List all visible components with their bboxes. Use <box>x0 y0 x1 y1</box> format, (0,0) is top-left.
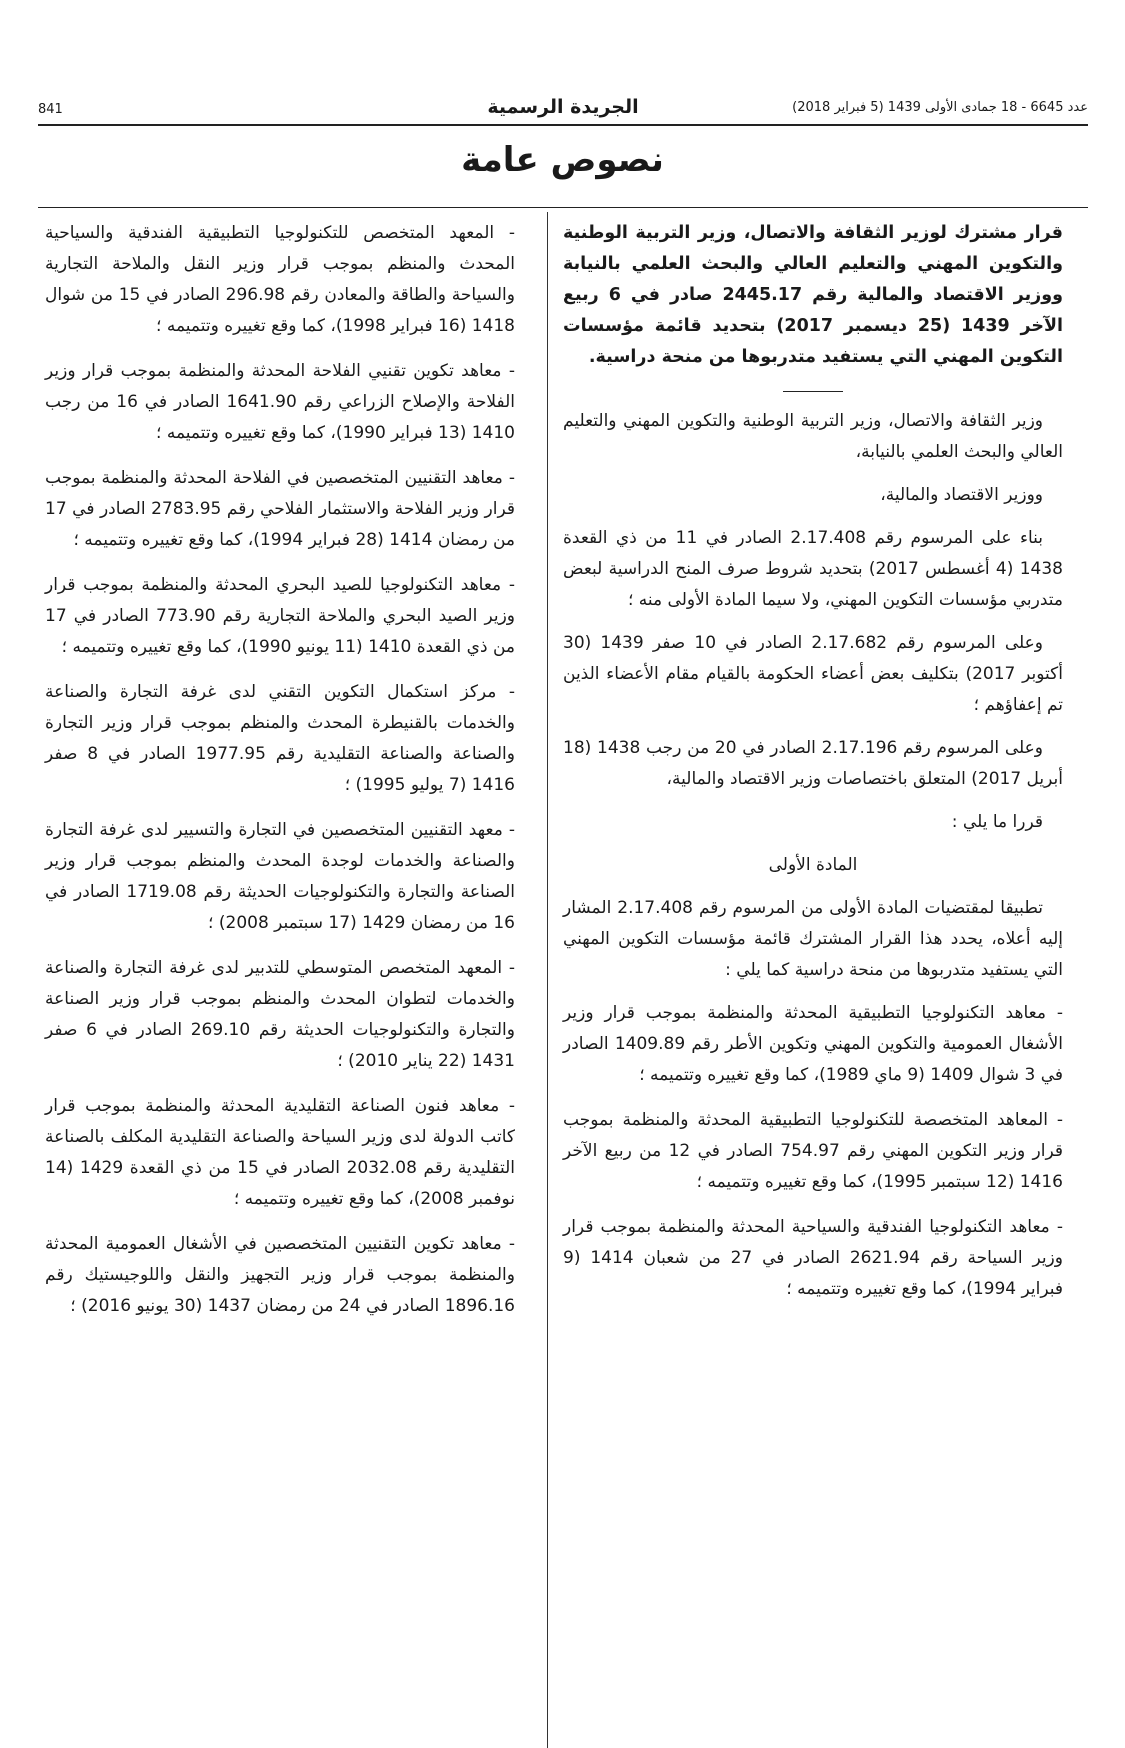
title-rule <box>38 207 1088 208</box>
issue-info: عدد 6645 - 18 جمادى الأولى 1439 (5 فبراير 2018) <box>792 100 1088 115</box>
decided-heading: قررا ما يلي : <box>951 812 1043 832</box>
list-item: - معاهد التكنولوجيا للصيد البحري المحدثة والمنظمة بموجب قرار وزير الصيد البحري والملاحة التجارية رقم 773.90 الصادر في 17 من ذي القعدة 1410 (11 يونيو 1990)، كما وقع تغييره وتتميمه ؛ <box>45 575 515 657</box>
decision-title: قرار مشترك لوزير الثقافة والاتصال، وزير التربية الوطنية والتكوين المهني والتعليم العالي والبحث العلمي بالنيابة ووزير الاقتصاد والمالية رقم 2445.17 صادر في 6 ربيع الآخر 1439 (25 ديسمبر 2017) بتحديد قائمة مؤسسات التكوين المهني التي يستفيد متدربوها من منحة دراسية. <box>563 223 1064 367</box>
article-title: المادة الأولى <box>768 855 858 875</box>
addressee-ministers: وزير الثقافة والاتصال، وزير التربية الوطنية والتكوين المهني والتعليم العالي والبحث العلمي بالنيابة، <box>563 411 1063 462</box>
recital: وعلى المرسوم رقم 2.17.196 الصادر في 20 من رجب 1438 (18 أبريل 2017) المتعلق باختصاصات وزير الاقتصاد والمالية، <box>563 738 1063 789</box>
list-item: - معاهد التقنيين المتخصصين في الفلاحة المحدثة والمنظمة بموجب قرار وزير الفلاحة والاستثمار الفلاحي رقم 2783.95 الصادر في 17 من رمضان 1414 (28 فبراير 1994)، كما وقع تغييره وتتميمه ؛ <box>45 468 515 550</box>
addressee-finance: ووزير الاقتصاد والمالية، <box>880 485 1043 505</box>
column-divider <box>547 212 548 1748</box>
list-item: - المعاهد المتخصصة للتكنولوجيا التطبيقية المحدثة والمنظمة بموجب قرار وزير التكوين المهني رقم 754.97 الصادر في 12 من ربيع الآخر 1416 (12 سبتمبر 1995)، كما وقع تغييره وتتميمه ؛ <box>563 1110 1063 1192</box>
list-item: - معاهد فنون الصناعة التقليدية المحدثة والمنظمة بموجب قرار كاتب الدولة لدى وزير السياحة والصناعة التقليدية المكلف بالصناعة التقليدية رقم 2032.08 الصادر في 15 من ذي القعدة 1429 (14 نوفمبر 2008)، كما وقع تغييره وتتميمه ؛ <box>45 1096 515 1209</box>
recital: بناء على المرسوم رقم 2.17.408 الصادر في 11 من ذي القعدة 1438 (4 أغسطس 2017) بتحديد شروط صرف المنح الدراسية لبعض متدربي مؤسسات التكوين المهني، ولا سيما المادة الأولى منه ؛ <box>563 528 1063 610</box>
gazette-title: الجريدة الرسمية <box>487 96 639 118</box>
list-item: - المعهد المتخصص المتوسطي للتدبير لدى غرفة التجارة والصناعة والخدمات لتطوان المحدث والمنظم بموجب قرار وزير الصناعة والتجارة والتكنولوجيات الحديثة رقم 269.10 الصادر في 6 صفر 1431 (22 يناير 2010) ؛ <box>45 958 515 1071</box>
list-item: - معاهد تكوين التقنيين المتخصصين في الأشغال العمومية المحدثة والمنظمة بموجب قرار وزير التجهيز والنقل واللوجيستيك رقم 1896.16 الصادر في 24 من رمضان 1437 (30 يونيو 2016) ؛ <box>45 1234 515 1316</box>
page-number: 841 <box>38 102 63 117</box>
article-text: تطبيقا لمقتضيات المادة الأولى من المرسوم رقم 2.17.408 المشار إليه أعلاه، يحدد هذا القرار المشترك قائمة مؤسسات التكوين المهني التي يستفيد متدربوها من منحة دراسية كما يلي : <box>563 898 1063 980</box>
section-title: نصوص عامة <box>461 140 664 180</box>
list-item: - المعهد المتخصص للتكنولوجيا التطبيقية الفندقية والسياحية المحدث والمنظم بموجب قرار وزير النقل والملاحة التجارية والسياحة والطاقة والمعادن رقم 296.98 الصادر في 15 من شوال 1418 (16 فبراير 1998)، كما وقع تغييره وتتميمه ؛ <box>45 223 515 336</box>
list-item: - معهد التقنيين المتخصصين في التجارة والتسيير لدى غرفة التجارة والصناعة والخدمات لوجدة المحدث والمنظم بموجب قرار وزير الصناعة والتجارة والتكنولوجيات الحديثة رقم 1719.08 الصادر في 16 من رمضان 1429 (17 سبتمبر 2008) ؛ <box>45 820 515 933</box>
page-header <box>38 96 1088 122</box>
header-rule <box>38 124 1088 126</box>
recital: وعلى المرسوم رقم 2.17.682 الصادر في 10 صفر 1439 (30 أكتوبر 2017) بتكليف بعض أعضاء الحكومة بالقيام مقام الأعضاء الذين تم إعفاؤهم ؛ <box>563 633 1063 715</box>
right-column <box>563 218 1063 1319</box>
list-item: - مركز استكمال التكوين التقني لدى غرفة التجارة والصناعة والخدمات بالقنيطرة المحدث والمنظم بموجب قرار وزير التجارة والصناعة والصناعة التقليدية رقم 1977.95 الصادر في 8 صفر 1416 (7 يوليو 1995) ؛ <box>45 682 515 795</box>
list-item: - معاهد التكنولوجيا التطبيقية المحدثة والمنظمة بموجب قرار وزير الأشغال العمومية والتكوين المهني وتكوين الأطر رقم 1409.89 الصادر في 3 شوال 1409 (9 ماي 1989)، كما وقع تغييره وتتميمه ؛ <box>563 1003 1063 1085</box>
list-item: - معاهد التكنولوجيا الفندقية والسياحية المحدثة والمنظمة بموجب قرار وزير السياحة رقم 2621.94 الصادر في 27 من شعبان 1414 (9 فبراير 1994)، كما وقع تغييره وتتميمه ؛ <box>563 1217 1063 1299</box>
short-divider <box>783 391 843 392</box>
list-item: - معاهد تكوين تقنيي الفلاحة المحدثة والمنظمة بموجب قرار وزير الفلاحة والإصلاح الزراعي رقم 1641.90 الصادر في 16 من رجب 1410 (13 فبراير 1990)، كما وقع تغييره وتتميمه ؛ <box>45 361 515 443</box>
left-column <box>45 218 515 1336</box>
